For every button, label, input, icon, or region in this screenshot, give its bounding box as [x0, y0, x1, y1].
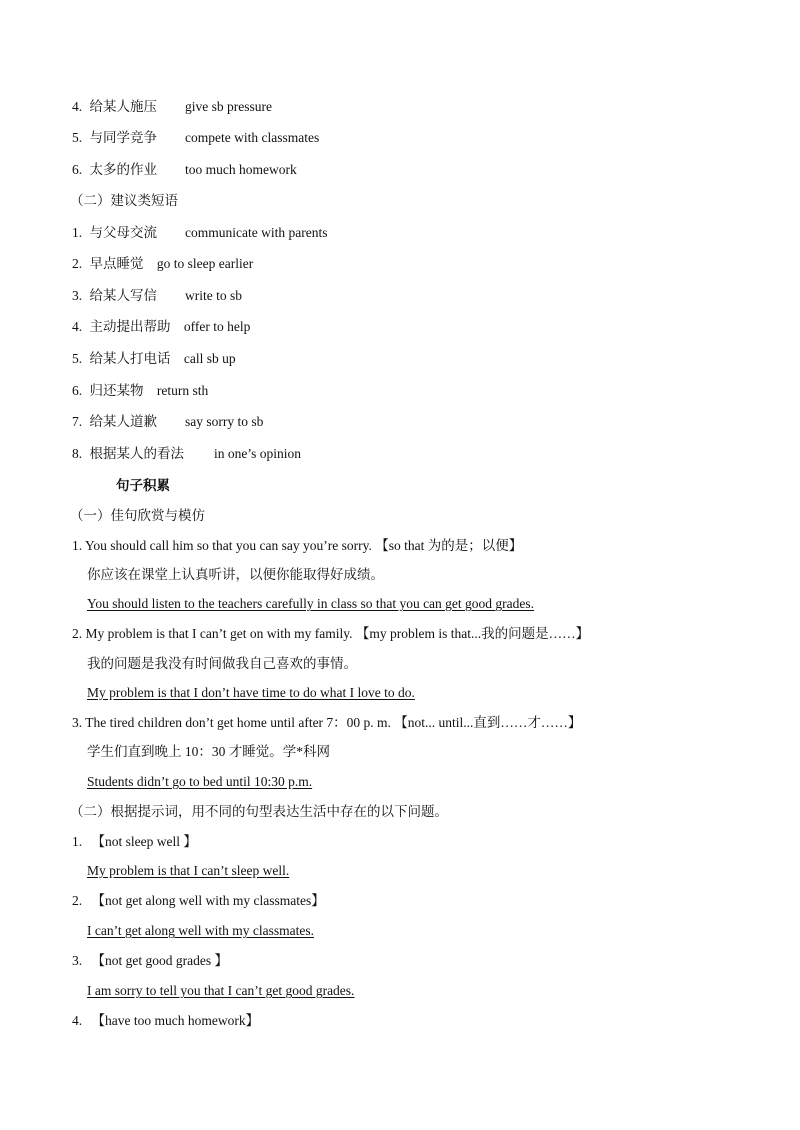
phrase-english: compete with classmates: [185, 130, 320, 145]
prompt-item: [72, 833, 197, 851]
phrase-english: write to sb: [185, 288, 242, 303]
phrase-item: [72, 224, 328, 242]
item-number: 6.: [72, 162, 83, 177]
prompt-item: [72, 952, 228, 970]
phrase-item: [72, 255, 253, 273]
phrase-chinese: 太多的作业: [89, 162, 157, 177]
phrase-chinese: 早点睡觉: [89, 256, 144, 271]
section-heading: （二）根据提示词，用不同的句型表达生活中存在的以下问题。: [70, 804, 448, 819]
prompt-item: [72, 1012, 259, 1030]
item-number: 6.: [72, 383, 83, 398]
phrase-chinese: 与父母交流: [89, 225, 157, 240]
phrase-item: [72, 382, 208, 400]
phrase-item: [72, 98, 272, 116]
phrase-english: go to sleep earlier: [156, 256, 254, 271]
answer-line: My problem is that I can’t sleep well.: [87, 863, 290, 878]
phrase-chinese: 与同学竞争: [89, 130, 157, 145]
example-sentence: 2. My problem is that I can’t get on with my family. 【my problem is that...我的问题是……】: [72, 626, 590, 641]
phrase-chinese: 给某人施压: [89, 99, 157, 114]
item-number: 3.: [72, 953, 83, 968]
translation-task: 我的问题是我没有时间做我自己喜欢的事情。: [87, 656, 357, 671]
example-sentence: 3. The tired children don’t get home until after 7：00 p. m. 【not... until...直到……才……】: [72, 715, 582, 730]
phrase-english: too much homework: [185, 162, 297, 177]
prompt-hint: 【not get good grades 】: [91, 953, 228, 968]
answer-line: I am sorry to tell you that I can’t get good grades.: [87, 983, 355, 998]
item-number: 2.: [72, 256, 83, 271]
item-number: 1.: [72, 834, 83, 849]
phrase-english: return sth: [156, 383, 209, 398]
item-number: 2.: [72, 893, 83, 908]
phrase-item: [72, 413, 264, 431]
phrase-chinese: 归还某物: [89, 383, 144, 398]
section-title: 句子积累: [116, 478, 170, 493]
item-number: 8.: [72, 446, 83, 461]
translation-task: 你应该在课堂上认真听讲，以便你能取得好成绩。: [87, 567, 384, 582]
answer-line: Students didn’t go to bed until 10:30 p.m.: [87, 774, 313, 789]
phrase-item: [72, 129, 320, 147]
item-number: 4.: [72, 99, 83, 114]
phrase-item: [72, 350, 236, 368]
translation-task: 学生们直到晚上 10：30 才睡觉。学*科网: [87, 744, 330, 759]
phrase-chinese: 给某人写信: [89, 288, 157, 303]
item-number: 4.: [72, 1013, 83, 1028]
item-number: 1.: [72, 225, 83, 240]
section-heading: （二）建议类短语: [70, 193, 178, 208]
phrase-chinese: 主动提出帮助: [89, 319, 171, 334]
phrase-english: in one’s opinion: [214, 446, 301, 461]
answer-line: You should listen to the teachers carefully in class so that you can get good grades.: [87, 596, 535, 611]
prompt-hint: 【have too much homework】: [91, 1013, 260, 1028]
item-number: 5.: [72, 130, 83, 145]
item-number: 4.: [72, 319, 83, 334]
phrase-english: communicate with parents: [185, 225, 328, 240]
phrase-item: [72, 161, 297, 179]
prompt-item: [72, 892, 325, 910]
prompt-hint: 【not sleep well 】: [91, 834, 197, 849]
item-number: 5.: [72, 351, 83, 366]
answer-line: I can’t get along well with my classmates.: [87, 923, 314, 938]
example-sentence: 1. You should call him so that you can say you’re sorry. 【so that 为的是；以便】: [72, 538, 523, 553]
phrase-chinese: 给某人道歉: [89, 414, 157, 429]
phrase-item: [72, 287, 242, 305]
phrase-english: offer to help: [183, 319, 251, 334]
phrase-chinese: 根据某人的看法: [89, 446, 184, 461]
phrase-english: give sb pressure: [185, 99, 272, 114]
phrase-english: say sorry to sb: [185, 414, 264, 429]
answer-line: My problem is that I don’t have time to do what I love to do.: [87, 685, 415, 700]
prompt-hint: 【not get along well with my classmates】: [91, 893, 325, 908]
item-number: 3.: [72, 288, 83, 303]
section-heading: （一）佳句欣赏与模仿: [70, 508, 205, 523]
phrase-item: [72, 318, 250, 336]
phrase-chinese: 给某人打电话: [89, 351, 171, 366]
item-number: 7.: [72, 414, 83, 429]
phrase-item: [72, 445, 301, 463]
phrase-english: call sb up: [183, 351, 236, 366]
